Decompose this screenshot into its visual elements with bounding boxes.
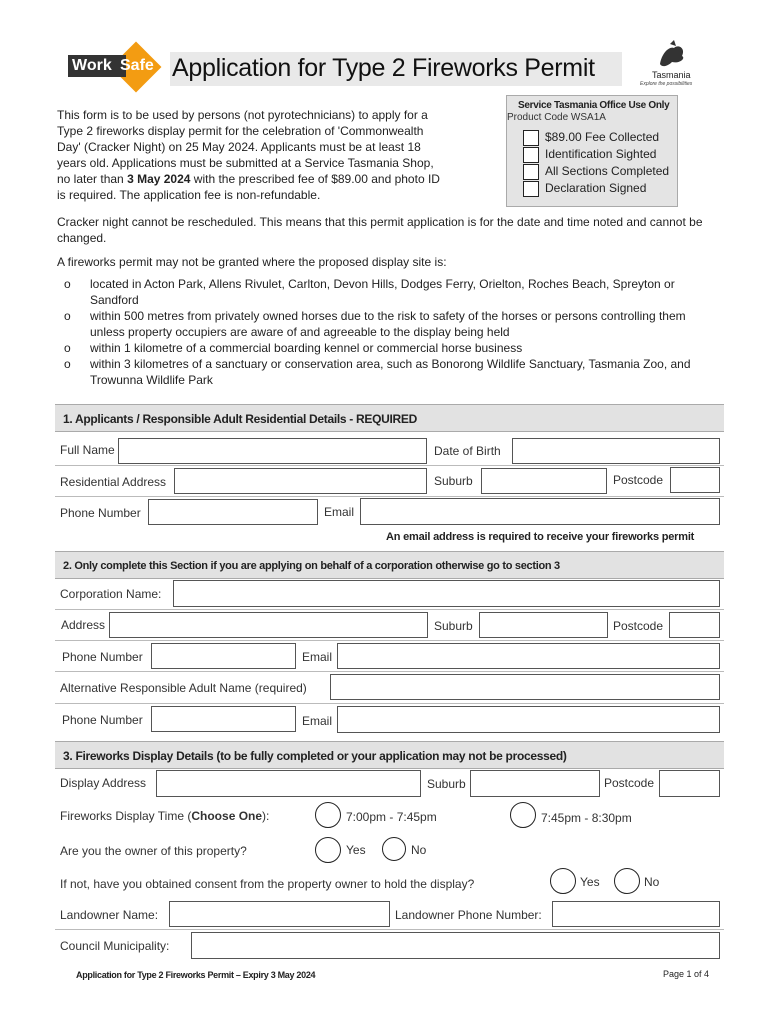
display-time-choose-one: Choose One bbox=[191, 809, 263, 823]
declaration-signed-checkbox[interactable] bbox=[523, 181, 539, 197]
corp-suburb-label: Suburb bbox=[434, 619, 473, 633]
display-suburb-label: Suburb bbox=[427, 777, 466, 791]
display-time-label bbox=[60, 809, 269, 823]
logo-safe-text: Safe bbox=[120, 57, 154, 74]
corp-email-label: Email bbox=[302, 650, 333, 664]
alt-phone-input[interactable] bbox=[151, 706, 296, 732]
cracker-night-note: Cracker night cannot be rescheduled. This means that this permit application is for the date and time noted and cannot be changed. bbox=[57, 215, 703, 245]
divider bbox=[55, 703, 724, 704]
deadline-date: 3 May 2024 bbox=[127, 172, 191, 186]
worksafe-logo bbox=[68, 45, 166, 87]
display-postcode-label: Postcode bbox=[604, 776, 655, 790]
dob-input[interactable] bbox=[512, 438, 720, 464]
consent-no-label: No bbox=[644, 875, 660, 889]
id-sighted-checkbox[interactable] bbox=[523, 147, 539, 163]
landowner-name-input[interactable] bbox=[169, 901, 390, 927]
owner-yes-radio[interactable] bbox=[315, 837, 341, 863]
alt-email-input[interactable] bbox=[337, 706, 720, 733]
divider bbox=[55, 496, 724, 497]
suburb-input[interactable] bbox=[481, 468, 607, 494]
display-address-input[interactable] bbox=[156, 770, 421, 797]
time-745pm-radio[interactable] bbox=[510, 802, 536, 828]
corp-phone-label: Phone Number bbox=[62, 650, 143, 664]
landowner-phone-input[interactable] bbox=[552, 901, 720, 927]
owner-question: Are you the owner of this property? bbox=[60, 844, 247, 858]
intro-line-5-post: with the prescribed fee of $89.00 and photo ID bbox=[190, 172, 440, 186]
id-sighted-label: Identification Sighted bbox=[545, 147, 657, 161]
display-suburb-input[interactable] bbox=[470, 770, 600, 797]
declaration-signed-label: Declaration Signed bbox=[545, 181, 647, 195]
corp-address-label: Address bbox=[61, 618, 106, 632]
postcode-label: Postcode bbox=[613, 473, 664, 487]
email-required-note: An email address is required to receive your fireworks permit bbox=[386, 531, 695, 543]
display-postcode-input[interactable] bbox=[659, 770, 720, 797]
intro-line-2: Type 2 fireworks display permit for the celebration of 'Commonwealth bbox=[57, 124, 424, 138]
landowner-phone-label: Landowner Phone Number: bbox=[395, 908, 542, 922]
owner-no-label: No bbox=[411, 843, 427, 857]
consent-yes-radio[interactable] bbox=[550, 868, 576, 894]
dob-label: Date of Birth bbox=[434, 444, 501, 458]
office-use-box bbox=[506, 95, 678, 207]
tasmania-logo-text: Tasmania bbox=[652, 70, 691, 80]
restriction-intro: A fireworks permit may not be granted where the proposed display site is: bbox=[57, 255, 447, 269]
owner-yes-label: Yes bbox=[346, 843, 366, 857]
email-input[interactable] bbox=[360, 498, 720, 525]
corp-address-input[interactable] bbox=[109, 612, 428, 638]
consent-question: If not, have you obtained consent from the property owner to hold the display? bbox=[60, 877, 475, 891]
divider bbox=[55, 609, 724, 610]
tasmania-logo-tagline: Explore the possibilities bbox=[640, 81, 693, 87]
office-use-title: Service Tasmania Office Use Only bbox=[518, 100, 670, 111]
tasmania-emblem-icon bbox=[652, 40, 692, 70]
alt-email-label: Email bbox=[302, 714, 333, 728]
restriction-item: o within 3 kilometres of a sanctuary or conservation area, such as Bonorong Wildlife Sanctuary, Tasmania Zoo, and Trowunna Wildlife Park bbox=[64, 356, 716, 388]
time-7pm-label: 7:00pm - 7:45pm bbox=[346, 810, 437, 824]
intro-line-6: is required. The application fee is non-refundable. bbox=[57, 188, 321, 202]
display-time-pre: Fireworks Display Time ( bbox=[60, 809, 192, 823]
alt-adult-name-label: Alternative Responsible Adult Name (required) bbox=[60, 681, 307, 695]
section-2-header: 2. Only complete this Section if you are applying on behalf of a corporation otherwise go to section 3 bbox=[55, 551, 724, 579]
restriction-item: o located in Acton Park, Allens Rivulet, Carlton, Devon Hills, Dodges Ferry, Orielton, Roches Beach, Spreyton or Sandford bbox=[64, 276, 716, 308]
corp-postcode-label: Postcode bbox=[613, 619, 664, 633]
corporation-name-label: Corporation Name: bbox=[60, 587, 162, 601]
intro-line-5-pre: no later than bbox=[57, 172, 128, 186]
corp-suburb-input[interactable] bbox=[479, 612, 608, 638]
email-label: Email bbox=[324, 505, 355, 519]
fee-collected-checkbox[interactable] bbox=[523, 130, 539, 146]
phone-input[interactable] bbox=[148, 499, 318, 525]
postcode-input[interactable] bbox=[670, 467, 720, 493]
sections-completed-label: All Sections Completed bbox=[545, 164, 670, 178]
intro-paragraph bbox=[57, 107, 497, 203]
corp-postcode-input[interactable] bbox=[669, 612, 720, 638]
footer-title: Application for Type 2 Fireworks Permit – Expiry 3 May 2024 bbox=[76, 970, 316, 980]
fee-collected-label: $89.00 Fee Collected bbox=[545, 130, 660, 144]
residential-address-label: Residential Address bbox=[60, 475, 167, 489]
full-name-input[interactable] bbox=[118, 438, 427, 464]
corp-phone-input[interactable] bbox=[151, 643, 296, 669]
sections-completed-checkbox[interactable] bbox=[523, 164, 539, 180]
section-3-header: 3. Fireworks Display Details (to be fully completed or your application may not be processed) bbox=[55, 741, 724, 769]
council-label: Council Municipality: bbox=[60, 939, 170, 953]
section-1-header: 1. Applicants / Responsible Adult Residential Details - REQUIRED bbox=[55, 404, 724, 432]
restriction-list bbox=[64, 276, 716, 388]
corp-email-input[interactable] bbox=[337, 643, 720, 669]
logo-work-text: Work bbox=[72, 57, 112, 74]
product-code: Product Code WSA1A bbox=[507, 112, 606, 123]
time-745pm-label: 7:45pm - 8:30pm bbox=[541, 811, 632, 825]
page-number: Page 1 of 4 bbox=[663, 969, 710, 979]
council-input[interactable] bbox=[191, 932, 720, 959]
consent-yes-label: Yes bbox=[580, 875, 600, 889]
intro-line-3: Day' (Cracker Night) on 25 May 2024. Applicants must be at least 18 bbox=[57, 140, 421, 154]
intro-line-1: This form is to be used by persons (not pyrotechnicians) to apply for a bbox=[57, 108, 428, 122]
display-time-post: ): bbox=[262, 809, 270, 823]
tasmania-logo bbox=[640, 40, 700, 90]
residential-address-input[interactable] bbox=[174, 468, 427, 494]
intro-line-5 bbox=[57, 171, 497, 187]
intro-line-4: years old. Applications must be submitted at a Service Tasmania Shop, bbox=[57, 156, 434, 170]
divider bbox=[55, 465, 724, 466]
alt-adult-name-input[interactable] bbox=[330, 674, 720, 700]
consent-no-radio[interactable] bbox=[614, 868, 640, 894]
divider bbox=[55, 671, 724, 672]
owner-no-radio[interactable] bbox=[382, 837, 406, 861]
alt-phone-label: Phone Number bbox=[62, 713, 143, 727]
suburb-label: Suburb bbox=[434, 474, 473, 488]
restriction-item: o within 500 metres from privately owned horses due to the risk to safety of the horses or persons controlling them unless property occupiers are aware of and agreeable to the display being held bbox=[64, 308, 716, 340]
divider bbox=[55, 640, 724, 641]
page-title: Application for Type 2 Fireworks Permit bbox=[170, 52, 622, 86]
time-7pm-radio[interactable] bbox=[315, 802, 341, 828]
corporation-name-input[interactable] bbox=[173, 580, 720, 607]
full-name-label: Full Name bbox=[60, 443, 115, 457]
display-address-label: Display Address bbox=[60, 776, 147, 790]
landowner-name-label: Landowner Name: bbox=[60, 908, 159, 922]
divider bbox=[55, 929, 724, 930]
phone-label: Phone Number bbox=[60, 506, 141, 520]
restriction-item: o within 1 kilometre of a commercial boarding kennel or commercial horse business bbox=[64, 340, 716, 356]
